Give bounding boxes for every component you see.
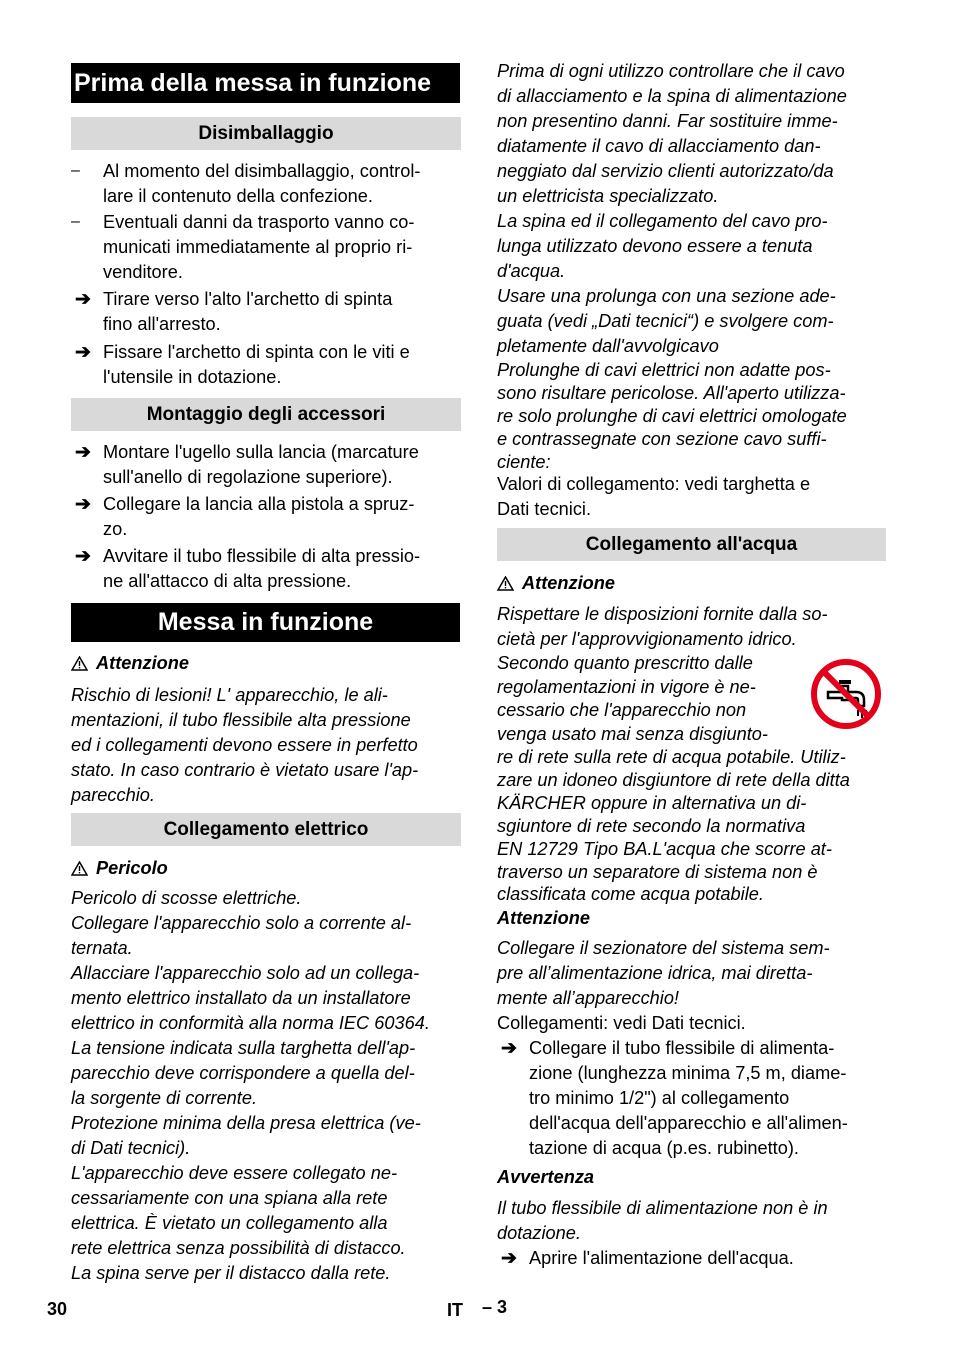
arrow-right-icon: ➔ [75,442,91,463]
unpacking-item-2: Eventuali danni da trasporto vanno co- municati immediatamente al proprio ri- venditore. [103,212,415,282]
warning-label: Attenzione [96,653,189,673]
dash-bullet: – [71,213,80,230]
arrow-right-icon: ➔ [75,342,91,363]
unpacking-step-2: Fissare l'archetto di spinta con le viti e l'utensile in dotazione. [103,342,410,387]
section-title-before-use: Prima della messa in funzione [71,63,460,103]
unpacking-step-1: Tirare verso l'alto l'archetto di spinta fino all'arresto. [103,289,393,334]
warning-label: Attenzione [522,573,615,593]
water-rules-text: Rispettare le disposizioni fornite dalla so- cietà per l'approvvigionamento idrico. [497,604,828,649]
warning-heading-2 [497,908,590,929]
language-code: IT [447,1300,463,1320]
electrical-text-2: Allacciare l'apparecchio solo ad un collega- mento elettrico installato da un installatore elettrico in conformità alla norma IEC 60364. [71,963,430,1033]
note-heading [497,1167,594,1188]
arrow-right-icon: ➔ [75,494,91,515]
warning-text: Rischio di lesioni! L' apparecchio, le ali- mentazioni, il tubo flessibile alta pressione ed i collegamenti devono essere in perfetto stato. In caso contrario è vietato usare l'ap- parecchio. [71,685,419,805]
arrow-right-icon: ➔ [501,1248,517,1269]
electrical-text-1: Pericolo di scosse elettriche. Collegare l'apparecchio solo a corrente al- ternata. [71,888,412,958]
section-title-commissioning: Messa in funzione [71,603,460,642]
arrow-right-icon: ➔ [75,546,91,567]
accessories-step-1: Montare l'ugello sulla lancia (marcature sull'anello di regolazione superiore). [103,442,419,487]
note-text: Il tubo flessibile di alimentazione non è in dotazione. [497,1198,828,1243]
extension-warning-text: Prolunghe di cavi elettrici non adatte pos- sono risultare pericolose. All'aperto utilizza- re solo prolunghe di cavi elettrici omologate e contrassegnate con sezione cavo suffi- ciente: [497,360,847,472]
sub-page-number: – 3 [482,1297,508,1317]
arrow-right-icon: ➔ [501,1038,517,1059]
note-label: Avvertenza [497,1167,595,1187]
no-drinking-water-icon [810,658,882,730]
warning-heading [71,653,189,674]
accessories-step-3: Avvitare il tubo flessibile di alta pressio- ne all'attacco di alta pressione. [103,546,421,591]
connection-values-text: Valori di collegamento: vedi targhetta e Dati tecnici. [497,474,811,519]
electrical-text-3: La tensione indicata sulla targhetta dell'ap- parecchio deve corrispondere a quella del- la sorgente di corrente. Protezione minima della presa elettrica (ve- di Dati tecnici). L'apparecchio deve essere collegato ne- cessariamente con una spiana alla rete elettrica. È vietato un collegamento alla rete elettrica senza possibilità di distacco. La spina serve per il distacco dalla rete. [71,1038,421,1283]
cable-check-text: Prima di ogni utilizzo controllare che il cavo di allacciamento e la spina di alimentazione non presentino danni. Far sostituire imme- diatamente il cavo di allacciamento dan- neggiato dal servizio clienti autorizzato/da un elettricista specializzato. La spina ed il collegamento del cavo pro- lunga utilizzato devono essere a tenuta d'acqua. Usare una prolunga con una sezione ade- guata (vedi „Dati tecnici“) e svolgere com- pletamente dall'avvolgicavo [497,61,847,356]
subsection-title-water: Collegamento all'acqua [497,528,886,561]
danger-heading [71,858,168,879]
subsection-title-electrical: Collegamento elettrico [71,813,461,846]
connections-text: Collegamenti: vedi Dati tecnici. [497,1013,746,1033]
warning-triangle-icon [71,861,88,876]
warning-triangle-icon [497,576,514,591]
danger-label: Pericolo [96,858,168,878]
subsection-title-unpacking: Disimballaggio [71,117,461,150]
subsection-title-accessories: Montaggio degli accessori [71,398,461,431]
separator-connect-text: Collegare il sezionatore del sistema sem- pre all’alimentazione idrica, mai diretta- mente all’apparecchio! [497,938,830,1008]
warning-label: Attenzione [497,908,590,928]
warning-heading [497,573,615,594]
page-number: 30 [47,1299,68,1319]
accessories-step-2: Collegare la lancia alla pistola a spruz- zo. [103,494,415,539]
arrow-right-icon: ➔ [75,289,91,310]
warning-triangle-icon [71,656,88,671]
separator-text-b: re di rete sulla rete di acqua potabile. Utiliz- zare un idoneo disgiuntore di rete della ditta KÄRCHER oppure in alternativa un di- sgiuntore di rete secondo la normativa EN 12729 Tipo BA.L'acqua che scorre at- traverso un separatore di sistema non è classificata come acqua potabile. [497,747,850,905]
water-step-2: Aprire l'alimentazione dell'acqua. [529,1248,794,1268]
unpacking-item-1: Al momento del disimballaggio, control- lare il contenuto della confezione. [103,161,421,206]
dash-bullet: – [71,162,80,179]
water-step-1: Collegare il tubo flessibile di alimenta- zione (lunghezza minima 7,5 m, diame- tro minimo 1/2") al collegamento dell'acqua dell'apparecchio e all'alimen- tazione di acqua (p.es. rubinetto). [529,1038,848,1158]
separator-text-a: Secondo quanto prescritto dalle regolamentazioni in vigore è ne- cessario che l'apparecchio non venga usato mai senza disgiunto- [497,653,768,744]
